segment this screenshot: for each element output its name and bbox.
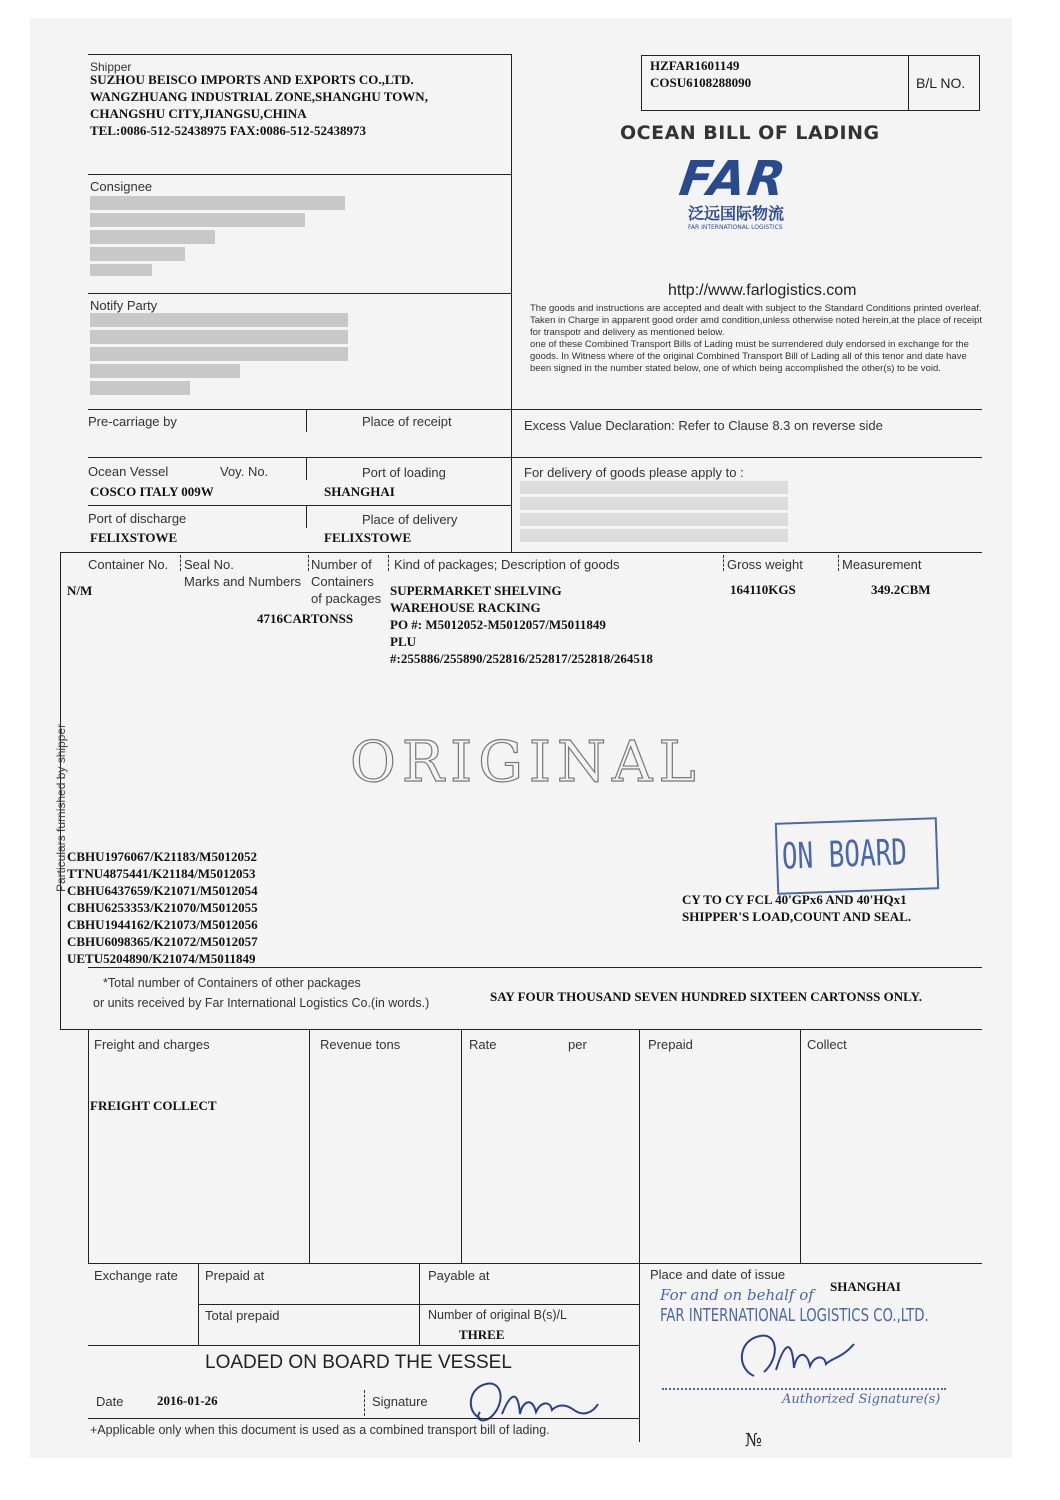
redacted-delivery-agent <box>520 513 788 526</box>
stamp-company-name: FAR INTERNATIONAL LOGISTICS CO.,LTD. <box>660 1305 929 1326</box>
container-number: CBHU1976067/K21183/M5012052 <box>67 849 257 864</box>
redacted-consignee <box>90 196 345 210</box>
redacted-delivery-agent <box>520 481 788 494</box>
packages-count: 4716CARTONSS <box>257 611 354 626</box>
place-date-issue-label: Place and date of issue <box>650 1267 786 1282</box>
redacted-notify <box>90 330 348 344</box>
terms-paragraph: The goods and instructions are accepted and dealt with subject to the Standard Conditions printed overleaf. <box>530 303 982 314</box>
website-link[interactable]: http://www.farlogistics.com <box>668 282 857 299</box>
container-number: TTNU4875441/K21184/M5012053 <box>67 866 256 881</box>
container-number: CBHU6437659/K21071/M5012054 <box>67 883 258 898</box>
shipper-line: WANGZHUANG INDUSTRIAL ZONE,SHANGHU TOWN, <box>90 89 428 104</box>
redacted-delivery-agent <box>520 497 788 510</box>
port-of-loading-label: Port of loading <box>362 465 446 480</box>
port-of-discharge-value: FELIXSTOWE <box>90 530 178 545</box>
containers-header: Containers <box>311 574 374 589</box>
redacted-notify <box>90 364 240 378</box>
redacted-consignee <box>90 264 152 276</box>
stamp-on-behalf: For and on behalf of <box>660 1286 814 1304</box>
ocean-vessel-label: Ocean Vessel <box>88 464 169 479</box>
redacted-consignee <box>90 230 215 244</box>
pre-carriage-label: Pre-carriage by <box>88 414 177 429</box>
terms-paragraph: Taken in Charge in apparent good order amd condition,unless otherwise noted herein,at the place of receipt for transpotr and delivery as mentioned below. <box>530 315 983 338</box>
container-number: CBHU6253353/K21070/M5012055 <box>67 900 258 915</box>
gross-weight-header: Gross weight <box>727 557 803 572</box>
rate-header: Rate <box>469 1037 497 1052</box>
seal-no-header: Seal No. <box>184 557 234 572</box>
date-label: Date <box>96 1394 124 1409</box>
collect-header: Collect <box>807 1037 847 1052</box>
cy-line: SHIPPER'S LOAD,COUNT AND SEAL. <box>682 909 912 924</box>
cy-terms <box>682 892 911 926</box>
of-packages-header: of packages <box>311 591 382 606</box>
measurement-header: Measurement <box>842 557 922 572</box>
number-of-header: Number of <box>311 557 372 572</box>
description-line: PLU <box>390 634 416 649</box>
revenue-tons-header: Revenue tons <box>320 1037 401 1052</box>
authorized-signature-scribble <box>730 1324 860 1384</box>
total-prepaid-label: Total prepaid <box>205 1308 280 1323</box>
bl-number: COSU6108288090 <box>650 75 752 90</box>
freight-charges-header: Freight and charges <box>94 1037 210 1052</box>
on-board-stamp-text: ON BOARD <box>781 832 908 878</box>
terms-text <box>530 303 988 375</box>
freight-collect-value: FREIGHT COLLECT <box>90 1098 217 1113</box>
consignee-label: Consignee <box>90 179 153 194</box>
loaded-on-board-text: LOADED ON BOARD THE VESSEL <box>205 1352 512 1373</box>
numero-sign: № <box>745 1430 763 1451</box>
terms-paragraph: one of these Combined Transport Bills of Lading must be surrendered duly endorsed in exchange for the goods. In Witness where of the original Combined Transport Bill of Lading all of this tenor and date have been signed in the number stated below, one of which being accomplished the other(s) to be void. <box>530 339 969 374</box>
container-list <box>67 848 258 967</box>
marks-value: N/M <box>67 583 93 598</box>
redacted-delivery-agent <box>520 529 788 542</box>
footnote: +Applicable only when this document is used as a combined transport bill of lading. <box>90 1423 550 1437</box>
notify-party-label: Notify Party <box>90 298 158 313</box>
bl-number: HZFAR1601149 <box>650 58 740 73</box>
container-number: UETU5204890/K21074/M5011849 <box>67 951 256 966</box>
total-label: *Total number of Containers of other packages <box>103 976 361 990</box>
container-number: CBHU6098365/K21072/M5012057 <box>67 934 258 949</box>
port-of-loading-value: SHANGHAI <box>324 484 395 499</box>
goods-description <box>390 582 653 667</box>
port-of-discharge-label: Port of discharge <box>88 511 187 526</box>
shipper-line: TEL:0086-512-52438975 FAX:0086-512-52438973 <box>90 123 366 138</box>
on-board-stamp <box>775 817 939 895</box>
bl-no-label: B/L NO. <box>916 75 966 91</box>
voyage-no-label: Voy. No. <box>220 464 269 479</box>
kind-of-packages-header: Kind of packages; Description of goods <box>394 557 620 572</box>
signature-scribble <box>462 1374 602 1428</box>
prepaid-header: Prepaid <box>648 1037 693 1052</box>
total-label: or units received by Far International Logistics Co.(in words.) <box>93 996 430 1010</box>
number-original-value: THREE <box>459 1327 505 1342</box>
container-number: CBHU1944162/K21073/M5012056 <box>67 917 258 932</box>
number-original-label: Number of original B(s)/L <box>428 1308 567 1322</box>
cy-line: CY TO CY FCL 40'GPx6 AND 40'HQx1 <box>682 892 907 907</box>
particulars-side-label: Particulars furnished by shipper <box>54 723 68 892</box>
description-line: #:255886/255890/252816/252817/252818/264518 <box>390 651 653 666</box>
signature-label: Signature <box>372 1394 428 1409</box>
exchange-rate-label: Exchange rate <box>94 1268 178 1283</box>
original-watermark: ORIGINAL <box>350 730 702 795</box>
shipper-address <box>90 71 428 139</box>
delivery-apply-label: For delivery of goods please apply to : <box>524 465 744 480</box>
authorized-signature-label: Authorized Signature(s) <box>782 1392 941 1407</box>
redacted-notify <box>90 347 348 361</box>
per-header: per <box>568 1037 587 1052</box>
document-title: OCEAN BILL OF LADING <box>620 122 880 144</box>
measurement-value: 349.2CBM <box>871 582 931 597</box>
shipper-line: CHANGSHU CITY,JIANGSU,CHINA <box>90 106 307 121</box>
redacted-notify <box>90 381 190 395</box>
far-logo <box>676 151 791 231</box>
logo-chinese: 泛远国际物流 <box>688 204 785 223</box>
place-of-receipt-label: Place of receipt <box>362 414 452 429</box>
redacted-notify <box>90 313 348 327</box>
ocean-vessel-value: COSCO ITALY 009W <box>90 484 214 499</box>
redacted-consignee <box>90 247 185 261</box>
place-of-delivery-label: Place of delivery <box>362 512 458 527</box>
total-in-words: SAY FOUR THOUSAND SEVEN HUNDRED SIXTEEN CARTONSS ONLY. <box>490 989 923 1004</box>
description-line: SUPERMARKET SHELVING <box>390 583 562 598</box>
redacted-consignee <box>90 213 305 227</box>
payable-at-label: Payable at <box>428 1268 490 1283</box>
logo-text: FAR <box>676 151 791 207</box>
marks-and-numbers-header: Marks and Numbers <box>184 574 302 589</box>
container-no-header: Container No. <box>88 557 169 572</box>
description-line: PO #: M5012052-M5012057/M5011849 <box>390 617 606 632</box>
logo-subtext: FAR INTERNATIONAL LOGISTICS <box>688 224 783 231</box>
prepaid-at-label: Prepaid at <box>205 1268 265 1283</box>
excess-value-declaration: Excess Value Declaration: Refer to Clause 8.3 on reverse side <box>524 418 883 433</box>
gross-weight-value: 164110KGS <box>730 582 796 597</box>
date-value: 2016-01-26 <box>157 1393 218 1408</box>
place-of-issue-value: SHANGHAI <box>830 1279 901 1294</box>
shipper-label: Shipper <box>90 60 132 74</box>
description-line: WAREHOUSE RACKING <box>390 600 541 615</box>
signature-dotted-line <box>662 1388 946 1390</box>
shipper-line: SUZHOU BEISCO IMPORTS AND EXPORTS CO.,LTD. <box>90 72 414 87</box>
place-of-delivery-value: FELIXSTOWE <box>324 530 412 545</box>
